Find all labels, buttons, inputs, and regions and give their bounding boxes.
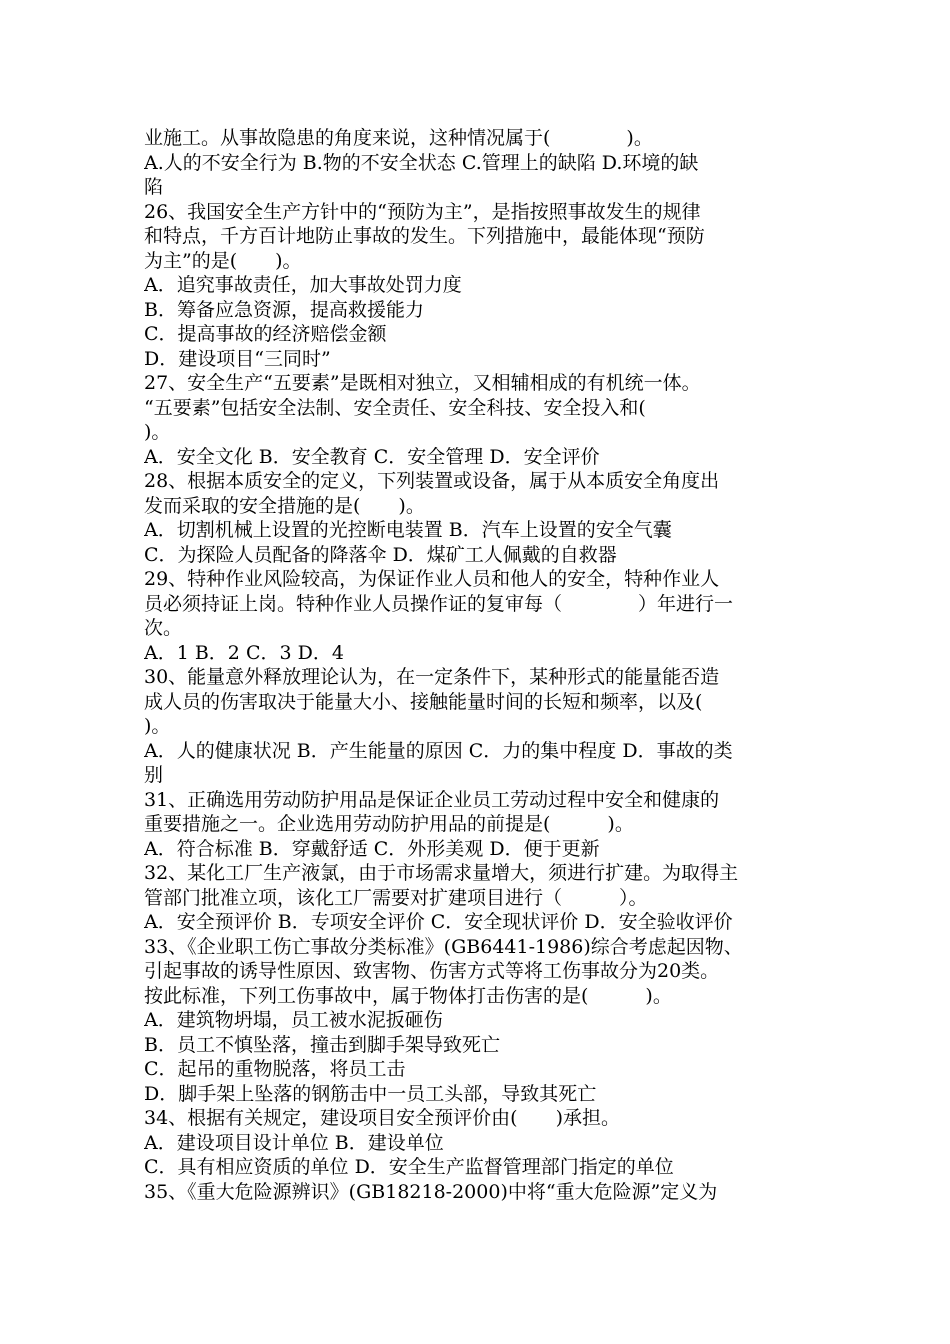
answer-options: A．符合标准 B．穿戴舒适 C．外形美观 D．便于更新	[144, 837, 600, 860]
answer-options: A．建设项目设计单位 B．建设单位	[144, 1131, 444, 1154]
text-line: 陷	[144, 176, 164, 198]
answer-options: A．1 B．2 C．3 D．4	[144, 641, 344, 664]
text-line: 管部门批准立项，该化工厂需要对扩建项目进行（ ）。	[144, 886, 648, 909]
document-body	[144, 126, 814, 1204]
answer-option: A．追究事故责任，加大事故处罚力度	[144, 274, 462, 296]
answer-options: A．安全预评价 B．专项安全评价 C．安全现状评价 D．安全验收评价	[144, 911, 733, 933]
text-line: 引起事故的诱导性原因、致害物、伤害方式等将工伤事故分为20类。	[144, 960, 720, 982]
text-line: )。	[144, 421, 171, 443]
text-line: 业施工。从事故隐患的角度来说，这种情况属于( )。	[144, 127, 653, 149]
answer-option: D．建设项目“三同时”	[144, 347, 331, 370]
question-30: 30、能量意外释放理论认为，在一定条件下，某种形式的能量能否造	[144, 666, 720, 688]
answer-options: A.人的不安全行为 B.物的不安全状态 C.管理上的缺陷 D.环境的缺	[144, 151, 699, 174]
answer-option: B．员工不慎坠落，撞击到脚手架导致死亡	[144, 1033, 500, 1056]
question-27: 27、安全生产“五要素”是既相对独立，又相辅相成的有机统一体。	[144, 372, 701, 394]
text-line: 次。	[144, 617, 183, 639]
question-35: 35、《重大危险源辨识》(GB18218-2000)中将“重大危险源”定义为	[144, 1180, 718, 1203]
answer-option: C．起吊的重物脱落，将员工击	[144, 1058, 406, 1080]
text-line: 按此标准，下列工伤事故中，属于物体打击伤害的是( )。	[144, 984, 672, 1007]
text-line: 为主”的是( )。	[144, 249, 302, 272]
question-29: 29、特种作业风险较高，为保证作业人员和他人的安全，特种作业人	[144, 568, 720, 590]
text-line: 别	[144, 764, 164, 786]
text-line: “五要素”包括安全法制、安全责任、安全科技、安全投入和(	[144, 396, 646, 419]
answer-options: A．切割机械上设置的光控断电装置 B．汽车上设置的安全气囊	[144, 519, 672, 541]
answer-options: A．人的健康状况 B．产生能量的原因 C．力的集中程度 D．事故的类	[144, 739, 733, 762]
question-33: 33、《企业职工伤亡事故分类标准》(GB6441-1986)综合考虑起因物、	[144, 935, 743, 958]
answer-options: C．为探险人员配备的降落伞 D．煤矿工人佩戴的自救器	[144, 543, 617, 566]
text-line: 成人员的伤害取决于能量大小、接触能量时间的长短和频率，以及(	[144, 690, 703, 713]
text-line: 和特点，千方百计地防止事故的发生。下列措施中，最能体现“预防	[144, 225, 705, 247]
text-line: 发而采取的安全措施的是( )。	[144, 494, 425, 517]
text-line: )。	[144, 715, 171, 737]
answer-options: C．具有相应资质的单位 D．安全生产监督管理部门指定的单位	[144, 1156, 674, 1178]
answer-option: C．提高事故的经济赔偿金额	[144, 323, 387, 345]
question-26: 26、我国安全生产方针中的“预防为主”，是指按照事故发生的规律	[144, 200, 701, 223]
answer-option: B．筹备应急资源，提高救援能力	[144, 298, 424, 321]
question-28: 28、根据本质安全的定义，下列装置或设备，属于从本质安全角度出	[144, 470, 720, 492]
answer-options: A．安全文化 B．安全教育 C．安全管理 D．安全评价	[144, 445, 600, 468]
text-line: 员必须持证上岗。特种作业人员操作证的复审每（ ）年进行一	[144, 592, 734, 615]
question-34: 34、根据有关规定，建设项目安全预评价由( )承担。	[144, 1107, 621, 1129]
question-31: 31、正确选用劳动防护用品是保证企业员工劳动过程中安全和健康的	[144, 788, 720, 811]
answer-option: D．脚手架上坠落的钢筋击中一员工头部，导致其死亡	[144, 1082, 597, 1105]
question-32: 32、某化工厂生产液氯，由于市场需求量增大，须进行扩建。为取得主	[144, 862, 739, 884]
text-line: 重要措施之一。企业选用劳动防护用品的前提是( )。	[144, 813, 634, 835]
answer-option: A．建筑物坍塌，员工被水泥扳砸伤	[144, 1009, 443, 1031]
